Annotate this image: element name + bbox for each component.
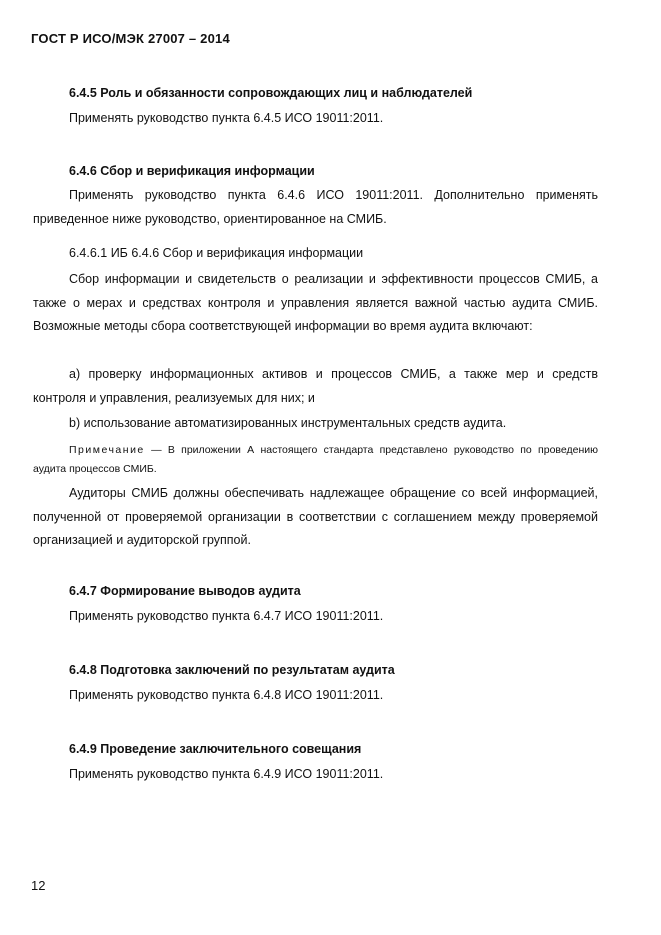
- subsection-6-4-6-1-para1: Сбор информации и свидетельств о реализации и эффективности процессов СМИБ, а также о мерах и средствах контроля и управления является важной частью аудита СМИБ. Возможные методы сбора соответствующей информации во время аудита включают:: [33, 272, 598, 333]
- section-6-4-9-text: Применять руководство пункта 6.4.9 ИСО 19011:2011.: [69, 767, 384, 781]
- subsection-6-4-6-1-heading: 6.4.6.1 ИБ 6.4.6 Сбор и верификация информации: [69, 246, 364, 260]
- note-text: — В приложении А настоящего стандарта представлено руководство по проведению аудита процессов СМИБ.: [33, 444, 598, 475]
- section-6-4-6-text: Применять руководство пункта 6.4.6 ИСО 19011:2011. Дополнительно применять приведенное ниже руководство, ориентированное на СМИБ.: [33, 188, 598, 226]
- page-number: 12: [31, 878, 46, 893]
- section-6-4-5-heading: 6.4.5 Роль и обязанности сопровождающих лиц и наблюдателей: [69, 86, 473, 100]
- section-6-4-5-text: Применять руководство пункта 6.4.5 ИСО 19011:2011.: [69, 111, 384, 125]
- section-6-4-9-heading: 6.4.9 Проведение заключительного совещания: [69, 742, 362, 756]
- list-item-a: a) проверку информационных активов и процессов СМИБ, а также мер и средств контроля и управления, реализуемых для них; и: [33, 367, 598, 405]
- section-6-4-7-heading: 6.4.7 Формирование выводов аудита: [69, 584, 301, 598]
- section-6-4-8-text: Применять руководство пункта 6.4.8 ИСО 19011:2011.: [69, 688, 384, 702]
- note: [33, 441, 598, 479]
- document-header: ГОСТ Р ИСО/МЭК 27007 – 2014: [31, 31, 230, 46]
- note-label: Примечание: [69, 444, 145, 456]
- section-6-4-8-heading: 6.4.8 Подготовка заключений по результатам аудита: [69, 663, 395, 677]
- list-item-b: b) использование автоматизированных инструментальных средств аудита.: [69, 416, 507, 430]
- section-6-4-6-heading: 6.4.6 Сбор и верификация информации: [69, 164, 315, 178]
- subsection-6-4-6-1-para2: Аудиторы СМИБ должны обеспечивать надлежащее обращение со всей информацией, полученной от проверяемой организации в соответствии с соглашением между проверяемой организацией и аудиторской группой.: [33, 486, 598, 547]
- section-6-4-7-text: Применять руководство пункта 6.4.7 ИСО 19011:2011.: [69, 609, 384, 623]
